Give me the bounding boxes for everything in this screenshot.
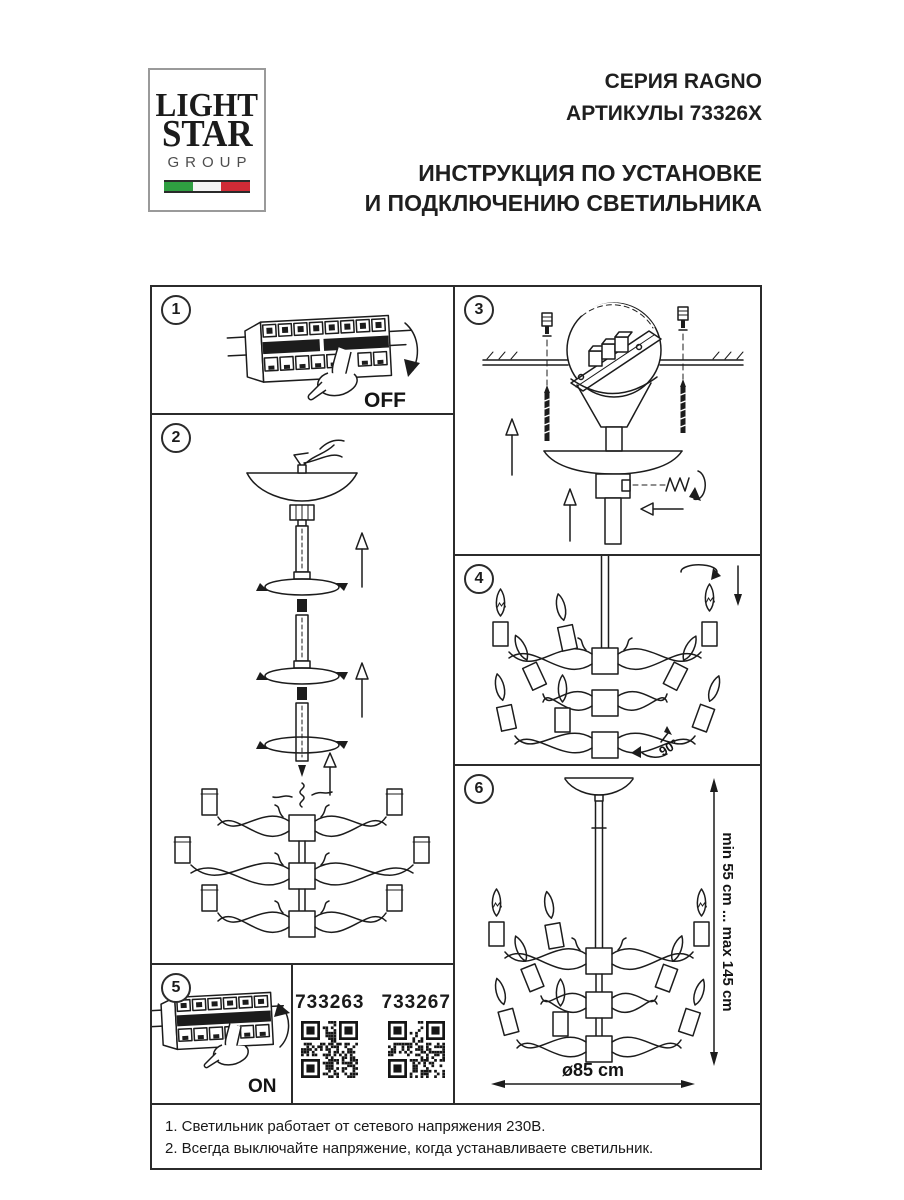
- off-label: OFF: [364, 389, 406, 412]
- step-5-badge: 5: [161, 973, 191, 1003]
- logo-star: STAR: [161, 113, 253, 156]
- rod-assembly-diagram: [152, 415, 453, 963]
- note-line-2: 2. Всегда выключайте напряжение, когда устанавливаете светильник.: [165, 1139, 654, 1157]
- articles-title: АРТИКУЛЫ 73326X: [566, 102, 762, 126]
- panel-step-5: [150, 963, 293, 1105]
- panel-step-2: [150, 413, 455, 965]
- qr-code-image: [301, 1021, 358, 1078]
- height-dimension-label: min 55 cm ... max 145 cm: [719, 832, 736, 1012]
- qr-code-image: [388, 1021, 445, 1078]
- instruction-line-2: И ПОДКЛЮЧЕНИЮ СВЕТИЛЬНИКА: [364, 189, 762, 216]
- series-title: СЕРИЯ RAGNO: [604, 70, 762, 93]
- anchor-screw-left: [542, 313, 552, 441]
- flag-green: [164, 182, 193, 191]
- logo-light: LIGHT: [155, 87, 259, 124]
- document-header: [300, 70, 762, 218]
- instruction-title: [300, 159, 762, 218]
- final-chandelier-diagram: [455, 766, 760, 1103]
- angle-90-label: 90°: [656, 735, 681, 760]
- panel-step-6: [453, 764, 762, 1105]
- footer-notes: [150, 1103, 762, 1170]
- ceiling-mount-diagram: [455, 287, 760, 554]
- step-3-badge: 3: [464, 295, 494, 325]
- bulb-install-diagram: [455, 556, 760, 764]
- step-6-badge: 6: [464, 774, 494, 804]
- diameter-dimension-label: ø85 cm: [561, 1060, 625, 1080]
- panel-step-3: [453, 285, 762, 556]
- note-line-1: 1. Светильник работает от сетевого напряжения 230В.: [165, 1118, 546, 1135]
- step-2-badge: 2: [161, 423, 191, 453]
- qr-item-733267: [382, 992, 451, 1078]
- flag-red: [221, 182, 250, 191]
- lightstar-logo: [148, 68, 266, 212]
- anchor-screw-right: [678, 307, 688, 433]
- qr-code-label: 733263: [295, 992, 365, 1013]
- qr-item-733263: [295, 992, 364, 1078]
- step-1-badge: 1: [161, 295, 191, 325]
- panel-step-4: [453, 554, 762, 766]
- logo-group: GROUP: [167, 153, 253, 171]
- qr-code-label: 733267: [381, 992, 451, 1013]
- breaker-off-diagram: [152, 287, 453, 413]
- step-4-badge: 4: [464, 564, 494, 594]
- panel-qr-codes: [291, 963, 455, 1105]
- flag-white: [193, 182, 222, 191]
- italy-flag: [164, 180, 250, 193]
- on-label: ON: [248, 1076, 277, 1097]
- instruction-line-1: ИНСТРУКЦИЯ ПО УСТАНОВКЕ: [418, 160, 762, 187]
- panel-step-1: [150, 285, 455, 415]
